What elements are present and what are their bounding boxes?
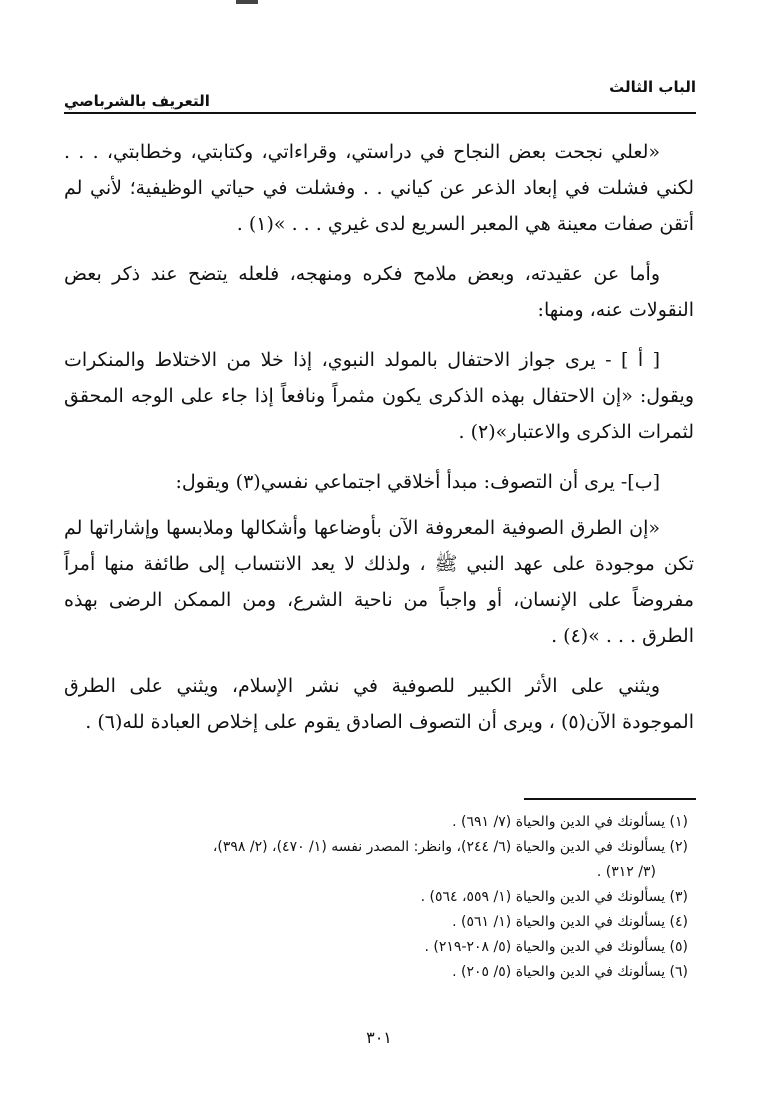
footnote-3: (٣) يسألونك في الدين والحياة (١/ ٥٥٩، ٥٦٤) . [420, 889, 688, 905]
footnote-1: (١) يسألونك في الدين والحياة (٧/ ٦٩١) . [452, 814, 688, 830]
book-title: التعريف بالشرباصي [64, 92, 210, 110]
page-number: ٣٠١ [366, 1028, 392, 1047]
paragraph-mawlid: [ أ ] - يرى جواز الاحتفال بالمولد النبوي، إذا خلا من الاختلاط والمنكرات ويقول: «إن الاحتفال بهذه الذكرى يكون مثمراً ونافعاً إذا جاء على الوجه المحقق لثمرات الذكرى والاعتبار»(٢) . [64, 349, 694, 443]
footnote-4: (٤) يسألونك في الدين والحياة (١/ ٥٦١) . [452, 914, 688, 930]
running-header [64, 76, 696, 114]
top-edge-mark [236, 0, 258, 4]
footnote-5: (٥) يسألونك في الدين والحياة (٥/ ٢٠٨-٢١٩) . [424, 939, 688, 955]
footnote-separator [524, 798, 696, 800]
paragraph-sufi-orders-quote: «إن الطرق الصوفية المعروفة الآن بأوضاعها وأشكالها وملابسها وإشاراتها لم تكن موجودة على عهد النبي ﷺ ، ولذلك لا يعد الانتساب إلى طائفة منها أمراً مفروضاً على الإنسان، أو واجباً من ناحية الشرع، ومن الممكن الرضى بهذه الطرق . . . »(٤) . [64, 517, 694, 647]
paragraph-quote-failure: «لعلي نجحت بعض النجاح في دراستي، وقراءاتي، وكتابتي، وخطابتي، . . . لكني فشلت في إبعاد الذعر عن كياني . . وفشلت في حياتي الوظيفية؛ لأني لم أتقن صفات معينة هي المعبر السريع لدى غيري . . . »(١) . [64, 141, 694, 235]
main-text [64, 134, 694, 754]
footnote-6: (٦) يسألونك في الدين والحياة (٥/ ٢٠٥) . [452, 964, 688, 980]
footnotes [64, 810, 688, 985]
chapter-title: الباب الثالث [609, 78, 696, 96]
footnote-2-continuation: (٣/ ٣١٢) . [596, 864, 656, 880]
footnote-2: (٢) يسألونك في الدين والحياة (٦/ ٢٤٤)، وانظر: المصدر نفسه (١/ ٤٧٠)، (٢/ ٣٩٨)، [212, 839, 688, 855]
paragraph-sufism-praise: ويثني على الأثر الكبير للصوفية في نشر الإسلام، ويثني على الطرق الموجودة الآن(٥) ، ويرى أن التصوف الصادق يقوم على إخلاص العبادة لله(٦) . [64, 675, 694, 733]
paragraph-creed-intro: وأما عن عقيدته، وبعض ملامح فكره ومنهجه، فلعله يتضح عند ذكر بعض النقولات عنه، ومنها: [64, 263, 694, 321]
paragraph-sufism-definition: [ب]- يرى أن التصوف: مبدأ أخلاقي اجتماعي نفسي(٣) ويقول: [175, 471, 660, 493]
